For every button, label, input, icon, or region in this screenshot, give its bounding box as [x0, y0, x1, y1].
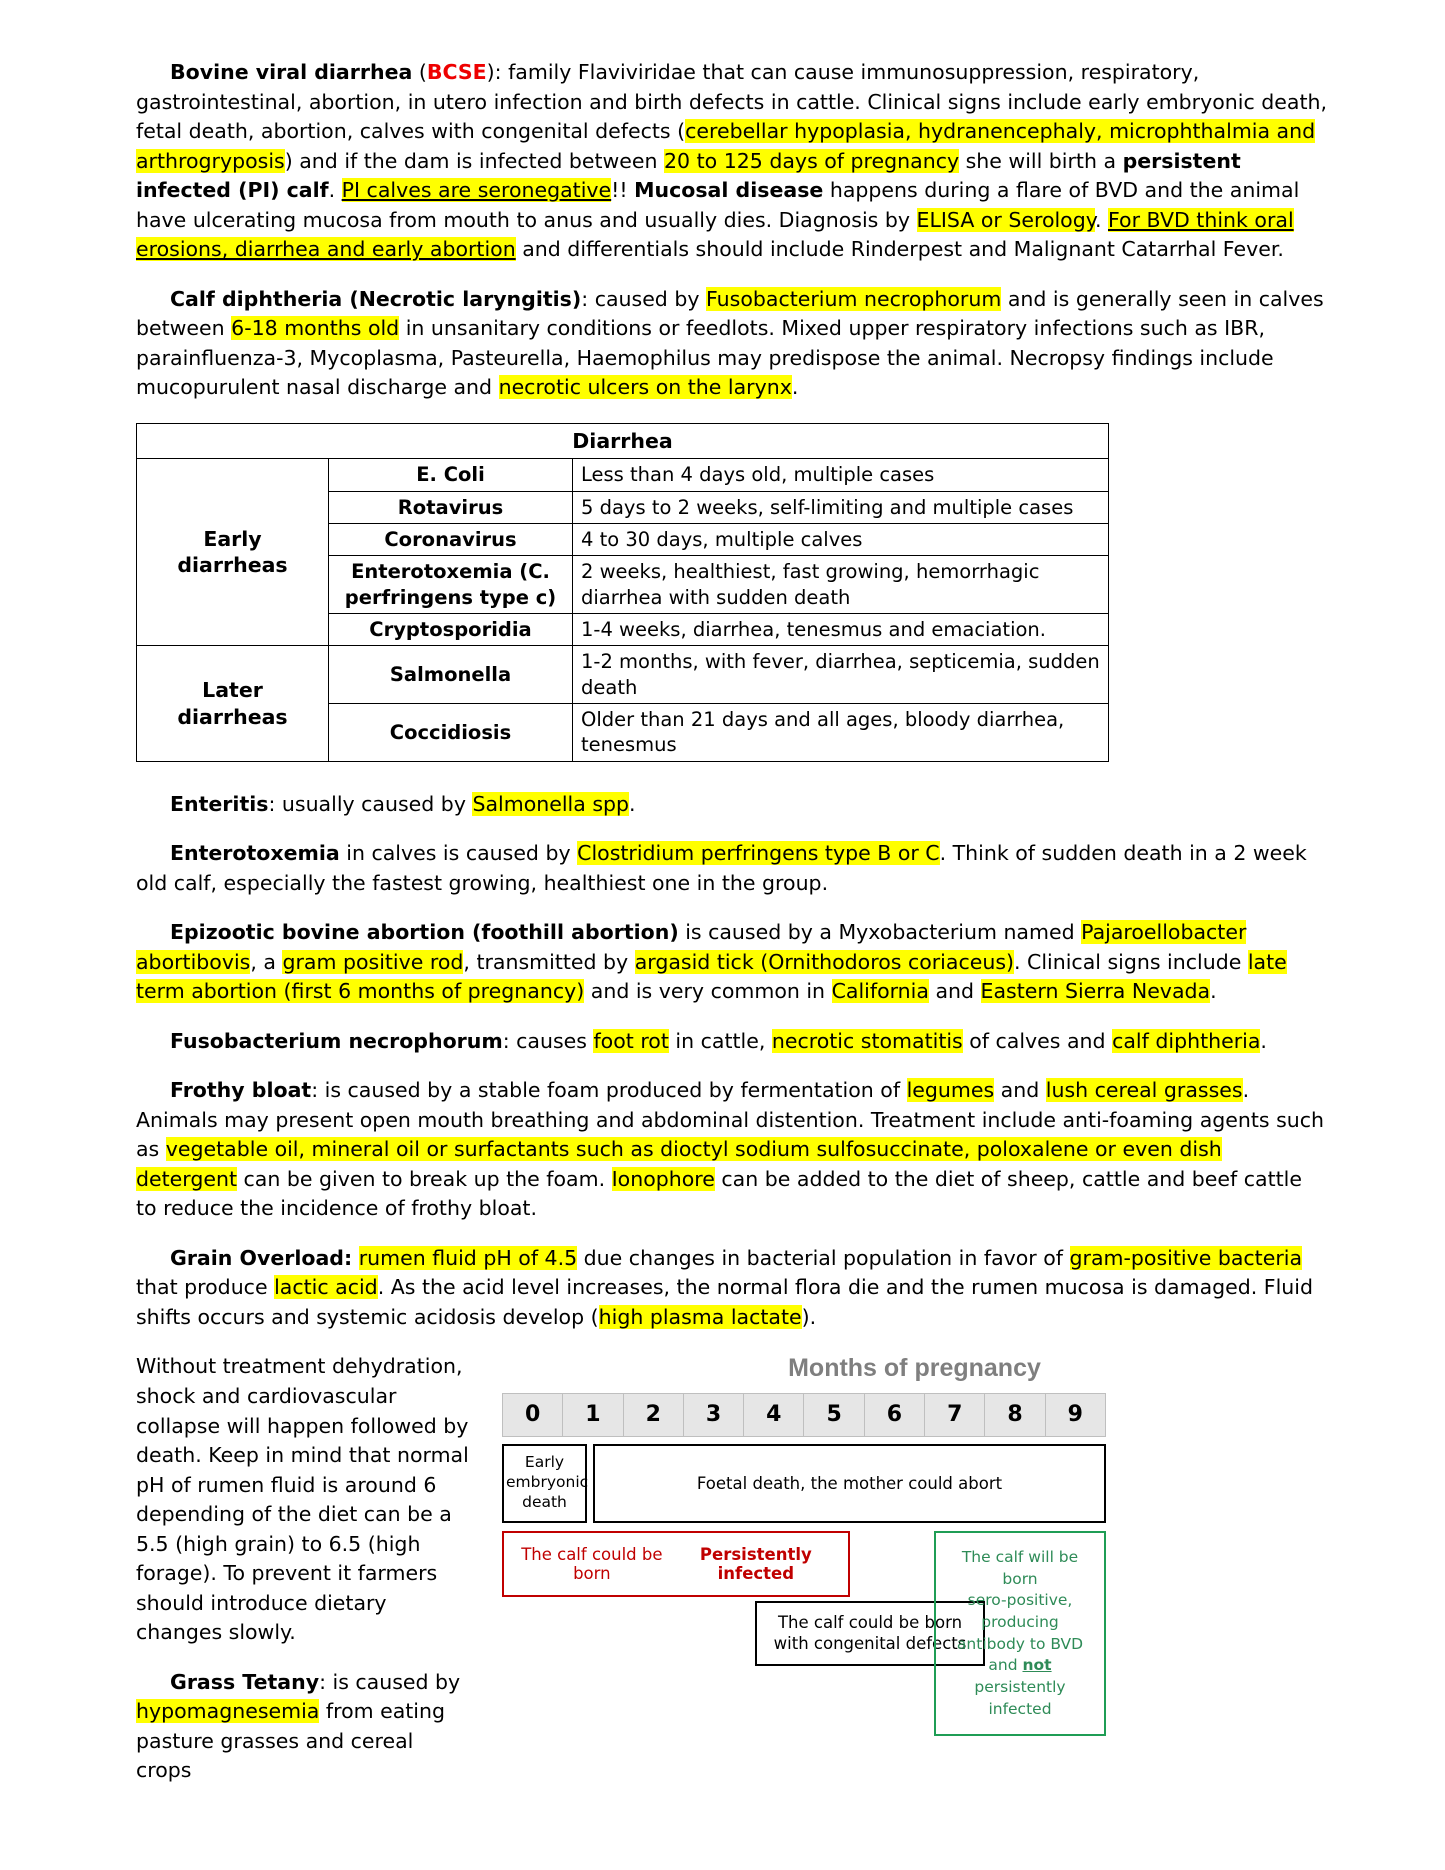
paragraph-calf-diphtheria	[136, 285, 1327, 403]
text-plain	[352, 1246, 359, 1270]
text-plain: can be added to the diet of sheep, cattle and beef cattle to reduce the incidence of frothy bloat.	[136, 1166, 1302, 1221]
text-plain: , a	[250, 949, 283, 974]
text-plain: and is generally seen in calves between	[136, 286, 1324, 341]
paragraph-block-top	[136, 58, 1327, 403]
persistently-infected-box	[502, 1531, 850, 1597]
text-plain: : caused by	[581, 286, 706, 311]
text-plain: : usually caused by	[268, 791, 473, 816]
pi-prefix-text: The calf could be born	[521, 1544, 663, 1583]
text-plain: !!	[611, 178, 635, 203]
text-highlight: ELISA or Serology	[916, 207, 1095, 232]
text-bold: Fusobacterium necrophorum	[170, 1028, 503, 1053]
text-plain: she will birth a	[959, 148, 1123, 173]
text-emphasis-red: BCSE	[426, 60, 487, 84]
text-highlight: Fusobacterium necrophorum	[706, 286, 1002, 311]
text-plain: ): family Flaviviridae that can cause immunosuppression, respiratory, gastrointestinal, abortion, in utero infection and birth defects in cattle. Clinical signs include early embryonic death, fetal death, abortion, calves with congenital defects (	[136, 60, 1327, 144]
text-highlight: argasid tick (Ornithodoros coriaceus)	[634, 949, 1014, 974]
paragraph-block-middle	[136, 790, 1327, 1333]
text-highlight: lactic acid	[274, 1275, 378, 1300]
table-cell-description: 5 days to 2 weeks, self-limiting and multiple cases	[573, 491, 1109, 523]
table-cell-description: 1-2 months, with fever, diarrhea, septicemia, sudden death	[573, 646, 1109, 704]
table-cell-agent: Salmonella	[329, 646, 573, 704]
text-highlight: cerebellar hypoplasia, hydranencephaly, microphthalmia and arthrogryposis	[136, 119, 1316, 173]
sero-positive-box	[934, 1531, 1106, 1737]
table-cell-agent: Enterotoxemia (C. perfringens type c)	[329, 556, 573, 614]
text-plain: .	[1260, 1028, 1267, 1053]
text-highlight: high plasma lactate	[598, 1304, 802, 1329]
month-cell: 2	[624, 1394, 684, 1436]
text-bold: Grass Tetany	[170, 1669, 320, 1694]
text-highlight-underline: For BVD think oral erosions, diarrhea and early abortion	[136, 207, 1294, 262]
paragraph-epizootic	[136, 918, 1327, 1007]
table-title: Diarrhea	[137, 423, 1109, 459]
bottom-left-column	[136, 1352, 488, 1805]
table-cell-agent: Coccidiosis	[329, 704, 573, 762]
text-bold: Frothy bloat	[170, 1078, 312, 1103]
text-highlight: vegetable oil, mineral oil or surfactants such as dioctyl sodium sulfosuccinate, poloxalene or even dish detergent	[136, 1137, 1222, 1191]
text-highlight: 20 to 125 days of pregnancy	[664, 148, 960, 173]
month-cell: 3	[684, 1394, 744, 1436]
month-cell: 8	[985, 1394, 1045, 1436]
month-cell: 0	[503, 1394, 563, 1436]
month-cell: 6	[865, 1394, 925, 1436]
text-bold: Enterotoxemia	[170, 841, 340, 866]
text-bold: Enteritis	[170, 791, 269, 816]
text-plain: happens during a flare of BVD and the animal have ulcerating mucosa from mouth to anus and usually dies. Diagnosis by	[136, 178, 1300, 232]
text-plain: : is caused by a stable foam produced by fermentation of	[311, 1078, 907, 1103]
text-plain: . Animals may present open mouth breathing and abdominal distention. Treatment include anti-foaming agents such as	[136, 1078, 1325, 1162]
text-plain: .	[328, 178, 342, 203]
pi-bold-text: Persistently infected	[699, 1544, 812, 1583]
text-bold: Mucosal disease	[634, 178, 824, 203]
month-cell: 4	[744, 1394, 804, 1436]
table-cell-agent: Rotavirus	[329, 491, 573, 523]
text-plain: : is caused by	[319, 1669, 461, 1694]
table-cell-agent: E. Coli	[329, 459, 573, 491]
congenital-defects-box: The calf could be born with congenital defects	[755, 1601, 985, 1666]
sero-not-emphasis: not	[1022, 1656, 1052, 1675]
table-group-label: Early diarrheas	[137, 459, 329, 646]
paragraph-bvd	[136, 58, 1327, 265]
paragraph-grass-tetany	[136, 1668, 472, 1786]
month-cell: 5	[804, 1394, 864, 1436]
table-body	[137, 459, 1109, 761]
text-plain: Without treatment dehydration, shock and cardiovascular collapse will happen followed by death. Keep in mind that normal pH of rumen fluid is around 6 depending of the diet can be a 5.5 (high grain) to 6.5 (high forage). To prevent it farmers should introduce dietary changes slowly.	[136, 1354, 469, 1645]
sero-line3: antibody to BVD and	[956, 1634, 1084, 1675]
text-highlight: hypomagnesemia	[136, 1699, 320, 1724]
table-cell-agent: Coronavirus	[329, 524, 573, 556]
text-plain: from eating pasture grasses and cereal crops	[136, 1699, 446, 1783]
outcome-row-primary	[502, 1444, 1106, 1522]
sero-line2: sero-positive, producing	[967, 1591, 1073, 1632]
text-plain: .	[1094, 207, 1108, 232]
text-plain: and	[928, 979, 981, 1004]
text-highlight: rumen fluid pH of 4.5	[358, 1245, 578, 1270]
table-cell-agent: Cryptosporidia	[329, 614, 573, 646]
table-cell-description: Older than 21 days and all ages, bloody diarrhea, tenesmus	[573, 704, 1109, 762]
text-highlight: legumes	[906, 1078, 995, 1103]
text-plain: , transmitted by	[463, 949, 635, 974]
table-row	[137, 459, 1109, 491]
sero-line1: The calf will be born	[961, 1547, 1079, 1588]
text-highlight: gram-positive bacteria	[1069, 1245, 1303, 1270]
text-plain: in calves is caused by	[339, 841, 578, 866]
text-plain: .	[791, 375, 799, 400]
text-highlight: Pajaroellobacter abortibovis	[136, 920, 1247, 974]
text-plain: in unsanitary conditions or feedlots. Mixed upper respiratory infections such as IBR, parainfluenza-3, Mycoplasma, Pasteurella, Haemophilus may predispose the animal. Necropsy findings include mucopurulent nasal discharge and	[136, 316, 1274, 400]
table-cell-description: 1-4 weeks, diarrhea, tenesmus and emaciation.	[573, 614, 1109, 646]
text-highlight: lush cereal grasses	[1045, 1078, 1243, 1103]
text-bold: persistent infected (PI) calf	[136, 148, 1241, 203]
paragraph-grain-overload	[136, 1244, 1327, 1333]
text-plain: ).	[801, 1304, 817, 1329]
text-plain: .	[629, 791, 636, 816]
bottom-section	[136, 1352, 1327, 1805]
text-highlight: necrotic stomatitis	[771, 1028, 963, 1053]
text-plain: and is very common in	[584, 979, 832, 1004]
text-highlight: California	[831, 979, 929, 1004]
text-highlight: 6-18 months old	[231, 316, 400, 341]
month-cell: 7	[925, 1394, 985, 1436]
text-plain: . Clinical signs include	[1014, 949, 1248, 974]
text-plain: ) and if the dam is infected between	[284, 148, 665, 173]
text-plain: and	[994, 1078, 1046, 1103]
text-bold: Calf diphtheria (Necrotic laryngitis)	[170, 286, 582, 311]
text-highlight: calf diphtheria	[1112, 1028, 1261, 1053]
text-plain: (	[412, 60, 427, 84]
text-highlight: Eastern Sierra Nevada	[980, 979, 1211, 1004]
foetal-death-box: Foetal death, the mother could abort	[593, 1444, 1106, 1522]
text-plain: and differentials should include Rinderpest and Malignant Catarrhal Fever.	[515, 237, 1284, 262]
text-plain: of calves and	[962, 1028, 1113, 1053]
outcome-row-secondary	[502, 1531, 1106, 1718]
text-highlight: Salmonella spp	[472, 791, 630, 816]
paragraph-grain-overload-cont	[136, 1352, 472, 1647]
early-embryonic-death-box: Early embryonic death	[502, 1444, 587, 1522]
text-highlight: foot rot	[593, 1028, 669, 1053]
diarrhea-table	[136, 423, 1109, 762]
month-cell: 1	[563, 1394, 623, 1436]
paragraph-fusobacterium	[136, 1027, 1327, 1057]
table-header-row	[137, 423, 1109, 459]
pregnancy-timeline-diagram	[488, 1352, 1327, 1718]
text-highlight: Ionophore	[611, 1166, 715, 1191]
text-bold: Epizootic bovine abortion (foothill abortion)	[170, 920, 679, 945]
text-plain: can be given to break up the foam.	[237, 1166, 612, 1191]
text-plain: in cattle,	[668, 1028, 772, 1053]
text-plain: is caused by a Myxobacterium named	[678, 920, 1082, 945]
diagram-title: Months of pregnancy	[788, 1354, 1041, 1383]
text-plain: due changes in bacterial population in favor of	[577, 1245, 1070, 1270]
text-plain: . As the acid level increases, the normal flora die and the rumen mucosa is damaged. Fluid shifts occurs and systemic acidosis develop (	[136, 1275, 1313, 1329]
paragraph-frothy-bloat	[136, 1076, 1327, 1224]
table-row	[137, 646, 1109, 704]
table-group-label: Later diarrheas	[137, 646, 329, 761]
paragraph-enterotoxemia	[136, 839, 1327, 898]
months-row	[502, 1393, 1106, 1437]
table-cell-description: 4 to 30 days, multiple calves	[573, 524, 1109, 556]
text-bold: Grain Overload:	[170, 1245, 353, 1270]
text-plain: .	[1210, 979, 1217, 1004]
text-highlight: Clostridium perfringens type B or C	[577, 841, 940, 866]
table-cell-description: 2 weeks, healthiest, fast growing, hemorrhagic diarrhea with sudden death	[573, 556, 1109, 614]
text-plain: . Think of sudden death in a 2 week old calf, especially the fastest growing, healthiest one in the group.	[136, 841, 1307, 895]
text-highlight: necrotic ulcers on the larynx	[498, 375, 792, 400]
text-plain: : causes	[502, 1028, 594, 1053]
text-highlight: late term abortion (first 6 months of pregnancy)	[136, 949, 1287, 1004]
month-cell: 9	[1046, 1394, 1105, 1436]
text-bold: Bovine viral diarrhea	[170, 60, 413, 84]
text-plain: that produce	[136, 1275, 275, 1300]
sero-line4: persistently infected	[974, 1678, 1066, 1718]
text-highlight: gram positive rod	[282, 949, 464, 974]
table-cell-description: Less than 4 days old, multiple cases	[573, 459, 1109, 491]
text-highlight-underline: PI calves are seronegative	[341, 178, 612, 203]
paragraph-enteritis	[136, 790, 1327, 820]
